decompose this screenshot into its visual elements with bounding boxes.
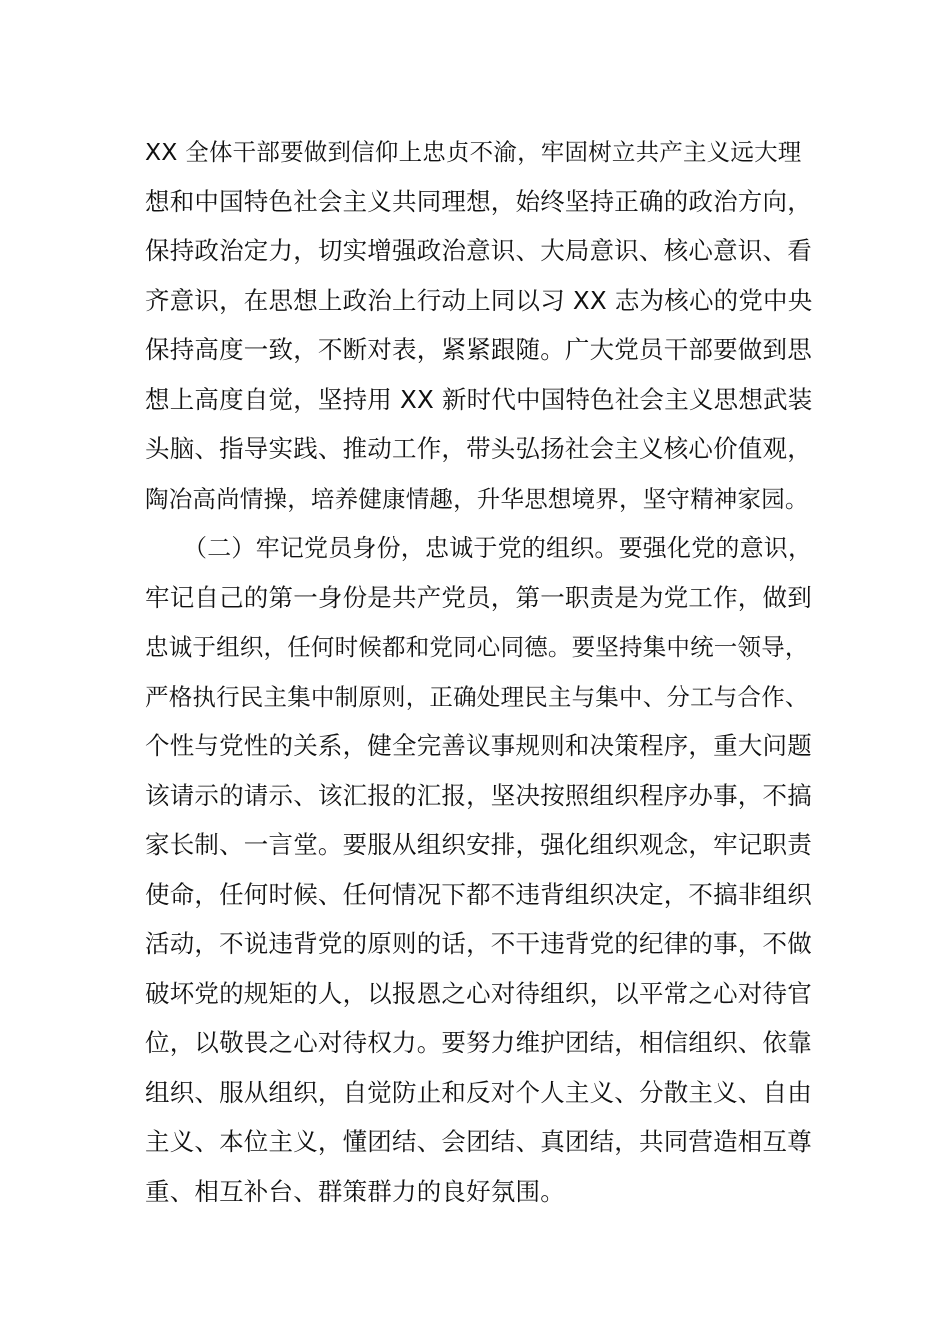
text-line: 头脑、指导实践、推动工作，带头弘扬社会主义核心价值观， bbox=[145, 434, 812, 463]
text-line: 主义、本位主义，懂团结、会团结、真团结，共同营造相互尊 bbox=[145, 1127, 812, 1156]
text-line: 想和中国特色社会主义共同理想，始终坚持正确的政治方向， bbox=[145, 187, 812, 216]
text-line: 陶冶高尚情操，培养健康情趣，升华思想境界，坚守精神家园。 bbox=[145, 485, 809, 513]
text-line: 破坏党的规矩的人，以报恩之心对待组织，以平常之心对待官 bbox=[145, 979, 812, 1008]
text-line: 活动，不说违背党的原则的话，不干违背党的纪律的事，不做 bbox=[145, 929, 812, 958]
text-line: 牢记自己的第一身份是共产党员，第一职责是为党工作，做到 bbox=[145, 583, 812, 612]
text-line: 个性与党性的关系，健全完善议事规则和决策程序，重大问题 bbox=[145, 731, 812, 760]
text-line: 保持高度一致，不断对表，紧紧跟随。广大党员干部要做到思 bbox=[145, 335, 812, 364]
text-line: 家长制、一言堂。要服从组织安排，强化组织观念，牢记职责 bbox=[145, 830, 812, 859]
paragraph-heading-line: （二）牢记党员身份，忠诚于党的组织。要强化党的意识， bbox=[183, 534, 813, 562]
text-line: 忠诚于组织，任何时候都和党同心同德。要坚持集中统一领导， bbox=[145, 633, 809, 661]
text-line: 该请示的请示、该汇报的汇报，坚决按照组织程序办事，不搞 bbox=[145, 781, 812, 810]
text-line: 齐意识，在思想上政治上行动上同以习 XX 志为核心的党中央 bbox=[145, 286, 813, 315]
text-line: 想上高度自觉，坚持用 XX 新时代中国特色社会主义思想武装 bbox=[145, 385, 813, 414]
text-line: XX 全体干部要做到信仰上忠贞不渝，牢固树立共产主义远大理 bbox=[145, 138, 802, 166]
text-line: 位，以敬畏之心对待权力。要努力维护团结，相信组织、依靠 bbox=[145, 1028, 812, 1057]
text-line: 组织、服从组织，自觉防止和反对个人主义、分散主义、自由 bbox=[145, 1078, 812, 1107]
text-line: 严格执行民主集中制原则，正确处理民主与集中、分工与合作、 bbox=[145, 683, 809, 711]
text-line: 保持政治定力，切实增强政治意识、大局意识、核心意识、看 bbox=[145, 236, 812, 265]
text-line: 重、相互补台、群策群力的良好氛围。 bbox=[145, 1177, 565, 1206]
text-line: 使命，任何时候、任何情况下都不违背组织决定，不搞非组织 bbox=[145, 880, 812, 909]
